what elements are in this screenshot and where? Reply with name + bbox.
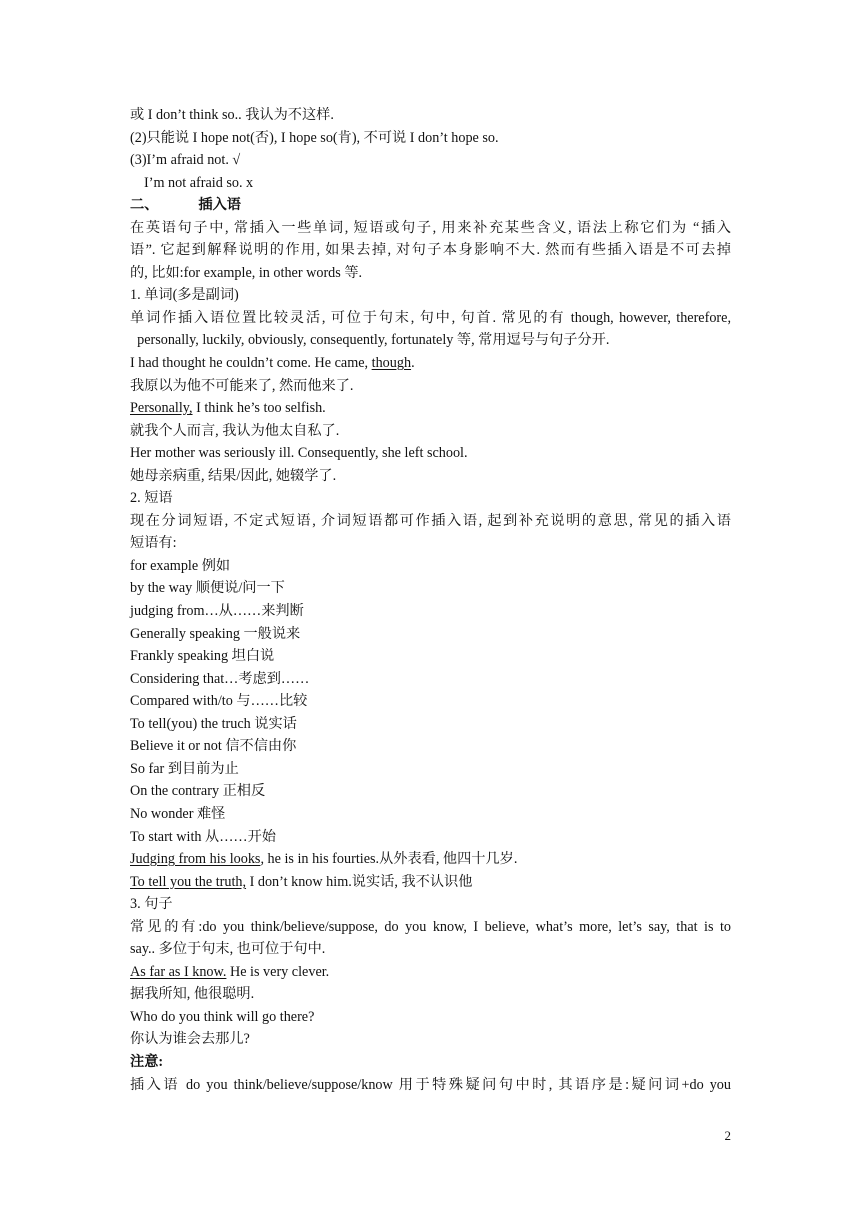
example-sentence: To tell you the truth, I don’t know him.说实话, 我不认识他: [130, 873, 473, 890]
underlined-phrase: As far as I know.: [130, 963, 227, 980]
text-line: 常见的有:do you think/believe/suppose, do you know, I believe, what’s more, let’s say, that is to: [130, 918, 731, 935]
text-line: personally, luckily, obviously, consequently, fortunately 等, 常用逗号与句子分开.: [130, 332, 610, 349]
text-line: (2)只能说 I hope not(否), I hope so(肯), 不可说 I don’t hope so.: [130, 129, 499, 146]
text-line: 单词作插入语位置比较灵活, 可位于句末, 句中, 句首. 常见的有 though, however, therefore,: [130, 309, 731, 326]
text-line: 现在分词短语, 不定式短语, 介词短语都可作插入语, 起到补充说明的意思, 常见的插入语: [130, 512, 731, 529]
text-line: 在英语句子中, 常插入一些单词, 短语或句子, 用来补充某些含义, 语法上称它们为 “插入: [130, 219, 731, 236]
underlined-phrase: Judging from his looks: [130, 851, 261, 868]
underlined-phrase: To tell you the truth,: [130, 873, 247, 890]
text-line: 的, 比如:for example, in other words 等.: [130, 264, 363, 281]
phrase-item: So far 到目前为止: [130, 760, 239, 777]
section-number: 二、: [130, 197, 159, 214]
phrase-item: To start with 从……开始: [130, 828, 276, 845]
phrase-item: Compared with/to 与……比较: [130, 693, 308, 710]
text-line: 据我所知, 他很聪明.: [130, 986, 255, 1003]
phrase-item: judging from…从……来判断: [130, 603, 304, 620]
underlined-phrase: though: [371, 355, 412, 372]
document-page: [130, 104, 731, 1096]
phrase-item: Considering that…考虑到……: [130, 670, 310, 687]
text-line: Who do you think will go there?: [130, 1008, 315, 1025]
text-line: I’m not afraid so. x: [144, 174, 254, 191]
subheading: 3. 句子: [130, 896, 173, 913]
phrase-item: Frankly speaking 坦白说: [130, 648, 275, 665]
text-line: (3)I’m afraid not. √: [130, 152, 241, 169]
phrase-item: To tell(you) the truch 说实话: [130, 715, 297, 732]
page-number: 2: [724, 1128, 731, 1143]
note-label: 注意:: [130, 1053, 164, 1070]
text-line: 她母亲病重, 结果/因此, 她辍学了.: [130, 467, 337, 484]
phrase-item: by the way 顺便说/问一下: [130, 580, 285, 597]
section-title: 插入语: [198, 197, 241, 214]
example-sentence: I had thought he couldn’t come. He came, though.: [130, 355, 415, 372]
text-line: 插入语 do you think/believe/suppose/know 用于特殊疑问句中时, 其语序是:疑问词+do you: [130, 1076, 731, 1093]
text-line: Her mother was seriously ill. Consequently, she left school.: [130, 445, 468, 462]
text-line: 或 I don’t think so.. 我认为不这样.: [130, 107, 334, 123]
phrase-item: On the contrary 正相反: [130, 783, 266, 800]
section-heading: [130, 194, 731, 217]
phrase-item: Believe it or not 信不信由你: [130, 738, 297, 755]
phrase-item: for example 例如: [130, 557, 231, 574]
underlined-phrase: Personally,: [130, 400, 193, 417]
example-sentence: As far as I know. He is very clever.: [130, 963, 330, 980]
text-line: 你认为谁会去那儿?: [130, 1031, 250, 1048]
example-sentence: Judging from his looks, he is in his fourties.从外表看, 他四十几岁.: [130, 851, 518, 868]
phrase-item: Generally speaking 一般说来: [130, 625, 301, 642]
phrase-item: No wonder 难怪: [130, 805, 226, 822]
example-sentence: Personally, I think he’s too selfish.: [130, 400, 326, 417]
text-line: say.. 多位于句末, 也可位于句中.: [130, 941, 326, 958]
subheading: 1. 单词(多是副词): [130, 287, 239, 304]
subheading: 2. 短语: [130, 490, 173, 507]
text-line: 语”. 它起到解释说明的作用, 如果去掉, 对句子本身影响不大. 然而有些插入语是不可去掉: [130, 242, 731, 259]
text-line: 我原以为他不可能来了, 然而他来了.: [130, 377, 354, 394]
text-line: 就我个人而言, 我认为他太自私了.: [130, 422, 340, 439]
text-line: 短语有:: [130, 535, 177, 552]
